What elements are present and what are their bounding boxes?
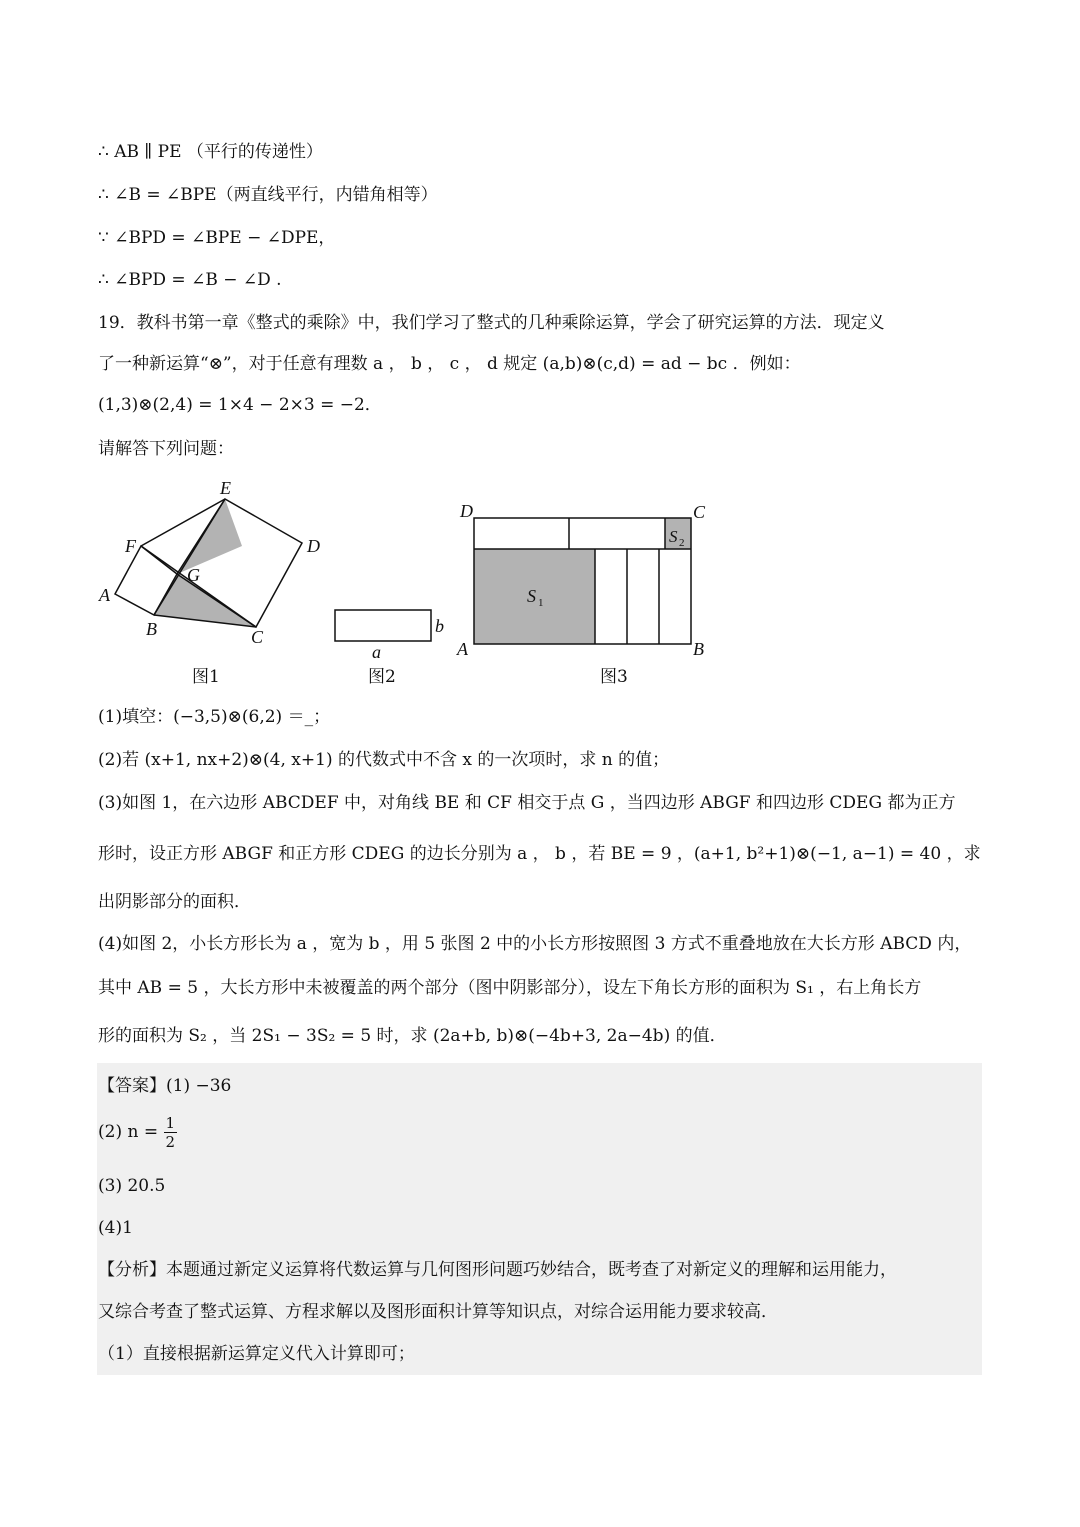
- label-S2: S: [669, 527, 678, 546]
- figure-2-caption: 图2: [368, 667, 396, 687]
- shaded-triangle-bottom: [154, 574, 256, 627]
- proof-line-2: ∴ ∠B = ∠BPE（两直线平行，内错角相等）: [98, 185, 438, 205]
- answer-3: (3) 20.5: [98, 1176, 166, 1196]
- answer-4: (4)1: [98, 1218, 133, 1238]
- answer-2-prefix: (2) n =: [98, 1122, 159, 1142]
- analysis-line-3: （1）直接根据新运算定义代入计算即可；: [98, 1344, 415, 1364]
- question-line-3: (1,3)⊗(2,4) = 1×4 − 2×3 = −2．: [98, 395, 382, 415]
- label-S1: S: [527, 586, 536, 606]
- figure-3-caption: 图3: [600, 667, 628, 687]
- part-3-line-2: 形时，设正方形 ABGF 和正方形 CDEG 的边长分别为 a ， b ，若 BE = 9 ，(a+1, b²+1)⊗(−1, a−1) = 40 ，求: [98, 844, 981, 864]
- small-rectangle: [335, 610, 431, 641]
- analysis-line-2: 又综合考查了整式运算、方程求解以及图形面积计算等知识点，对综合运用能力要求较高．: [98, 1302, 778, 1322]
- part-4-line-2: 其中 AB = 5 ，大长方形中未被覆盖的两个部分（图中阴影部分），设左下角长方形的面积为 S₁ ，右上角长方: [98, 978, 922, 998]
- part-3-line-3: 出阴影部分的面积．: [98, 892, 251, 912]
- part-4-line-1: (4)如图 2，小长方形长为 a ，宽为 b ，用 5 张图 2 中的小长方形按照图 3 方式不重叠地放在大长方形 ABCD 内，: [98, 934, 972, 954]
- label-A: A: [457, 639, 468, 659]
- label-D: D: [307, 536, 320, 556]
- label-C: C: [251, 627, 264, 647]
- label-A: A: [99, 585, 110, 605]
- label-C: C: [693, 502, 706, 522]
- figure-1-caption: 图1: [192, 667, 220, 687]
- label-F: F: [125, 536, 136, 556]
- answer-1: 【答案】(1) −36: [98, 1076, 232, 1096]
- label-b: b: [435, 616, 444, 636]
- question-line-2: 了一种新运算“⊗”，对于任意有理数 a ， b ， c ， d 规定 (a,b)⊗(c,d) = ad − bc ．例如：: [98, 354, 801, 374]
- part-4-line-3: 形的面积为 S₂ ，当 2S₁ − 3S₂ = 5 时，求 (2a+b, b)⊗(−4b+3, 2a−4b) 的值．: [98, 1026, 727, 1046]
- label-S2-subscript: 2: [679, 537, 685, 549]
- figure-3-large-rectangle: [455, 498, 720, 663]
- label-D: D: [460, 501, 473, 521]
- part-3-line-1: (3)如图 1，在六边形 ABCDEF 中，对角线 BE 和 CF 相交于点 G ，当四边形 ABGF 和四边形 CDEG 都为正方: [98, 793, 956, 813]
- answer-analysis-block: [97, 1063, 982, 1375]
- answer-2: [98, 1112, 177, 1152]
- figure-1-hexagon: [95, 475, 330, 650]
- proof-line-1: ∴ AB ∥ PE （平行的传递性）: [98, 142, 323, 162]
- figure-2-rectangle: [325, 600, 455, 660]
- proof-line-4: ∴ ∠BPD = ∠B − ∠D .: [98, 270, 282, 290]
- label-S1-subscript: 1: [538, 597, 544, 609]
- fraction-numerator: 1: [165, 1114, 176, 1132]
- question-line-1: 19．教科书第一章《整式的乘除》中，我们学习了整式的几种乘除运算，学会了研究运算的方法．现定义: [98, 313, 885, 333]
- label-G: G: [187, 565, 200, 585]
- label-E: E: [220, 478, 231, 498]
- fraction-denominator: 2: [165, 1133, 176, 1151]
- part-2: (2)若 (x+1, nx+2)⊗(4, x+1) 的代数式中不含 x 的一次项时，求 n 的值；: [98, 750, 670, 770]
- part-1: (1)填空：(−3,5)⊗(6,2) ＝_；: [98, 707, 331, 727]
- label-a: a: [372, 642, 381, 660]
- analysis-line-1: 【分析】本题通过新定义运算将代数运算与几何图形问题巧妙结合，既考查了对新定义的理解和运用能力，: [98, 1260, 897, 1280]
- answer-2-fraction: [164, 1114, 178, 1151]
- label-B: B: [146, 619, 157, 639]
- question-line-4: 请解答下列问题：: [98, 439, 234, 459]
- label-B: B: [693, 639, 704, 659]
- proof-line-3: ∵ ∠BPD = ∠BPE − ∠DPE，: [98, 228, 336, 248]
